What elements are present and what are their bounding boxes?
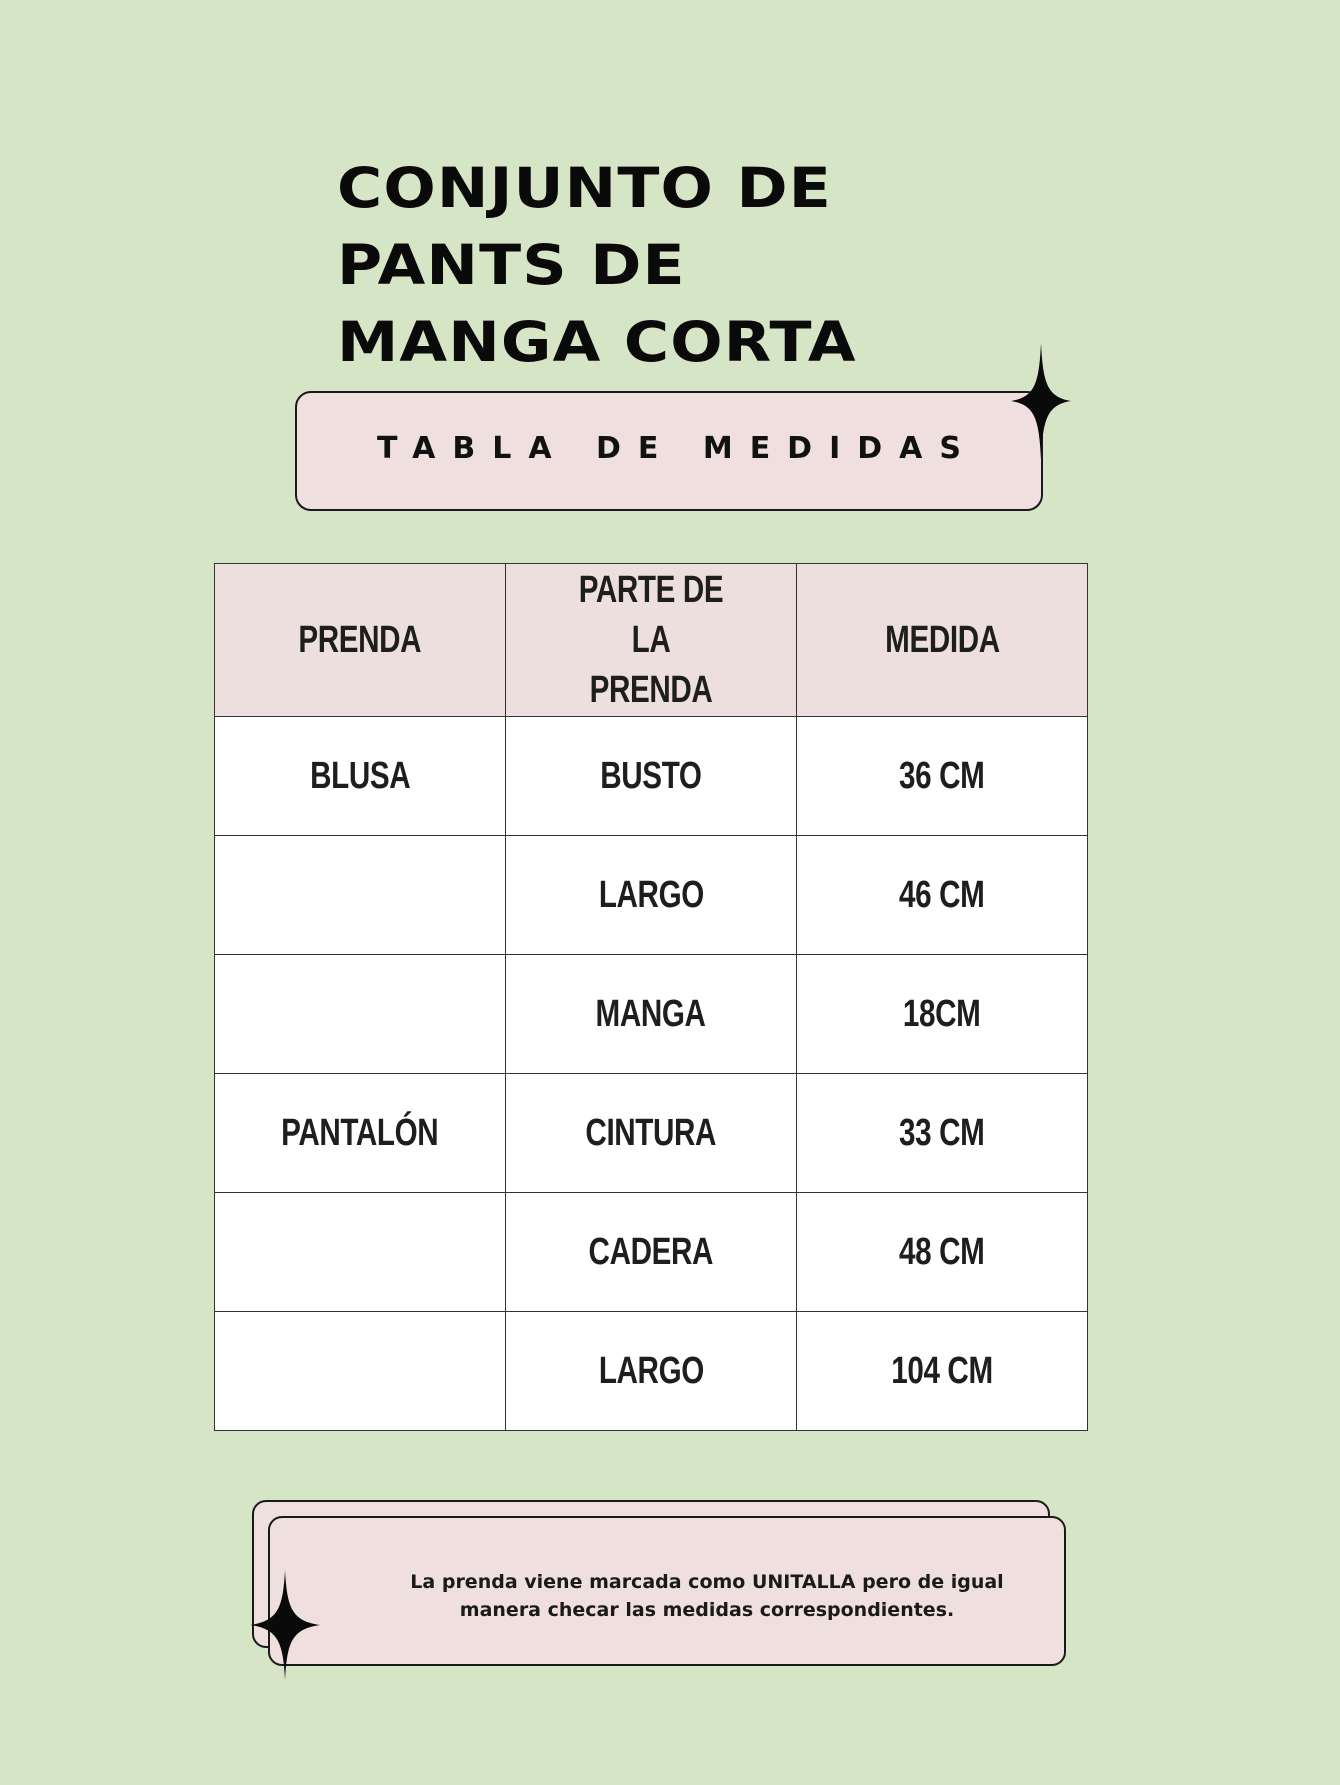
title-line-3: MANGA CORTA [337,310,857,374]
table-row [215,1074,1088,1193]
table-cell-parte: MANGA [506,955,797,1074]
column-header-parte: PARTE DE LA PRENDA [506,564,797,717]
table-row [215,1312,1088,1431]
table-header-row [215,564,1088,717]
subtitle-banner [295,391,1043,511]
table-row [215,1193,1088,1312]
title-line-2: PANTS DE [337,233,686,297]
table-cell-prenda [215,836,506,955]
column-header-medida: MEDIDA [797,564,1088,717]
note-text: La prenda viene marcada como UNITALLA pero de igual manera checar las medidas correspondientes. [410,1571,1004,1621]
table-cell-medida: 48 CM [797,1193,1088,1312]
table-cell-parte: CINTURA [506,1074,797,1193]
table-cell-medida: 36 CM [797,717,1088,836]
table-cell-medida: 46 CM [797,836,1088,955]
note-card [268,1516,1066,1666]
table-cell-parte: LARGO [506,1312,797,1431]
table-row [215,836,1088,955]
measurements-table [214,563,1088,1431]
table-cell-prenda: BLUSA [215,717,506,836]
table-cell-prenda [215,1312,506,1431]
table-cell-medida: 18CM [797,955,1088,1074]
table-cell-prenda [215,955,506,1074]
table-cell-parte: BUSTO [506,717,797,836]
title-line-1: CONJUNTO DE [337,156,832,220]
table-cell-medida: 33 CM [797,1074,1088,1193]
table-cell-medida: 104 CM [797,1312,1088,1431]
table-cell-parte: LARGO [506,836,797,955]
sparkle-star-icon [1011,343,1071,459]
table-cell-prenda: PANTALÓN [215,1074,506,1193]
column-header-prenda: PRENDA [215,564,506,717]
table-cell-prenda [215,1193,506,1312]
table-row [215,955,1088,1074]
sparkle-star-icon [250,1570,320,1680]
table-row [215,717,1088,836]
table-cell-parte: CADERA [506,1193,797,1312]
subtitle-text: TABLA DE MEDIDAS [377,431,978,466]
